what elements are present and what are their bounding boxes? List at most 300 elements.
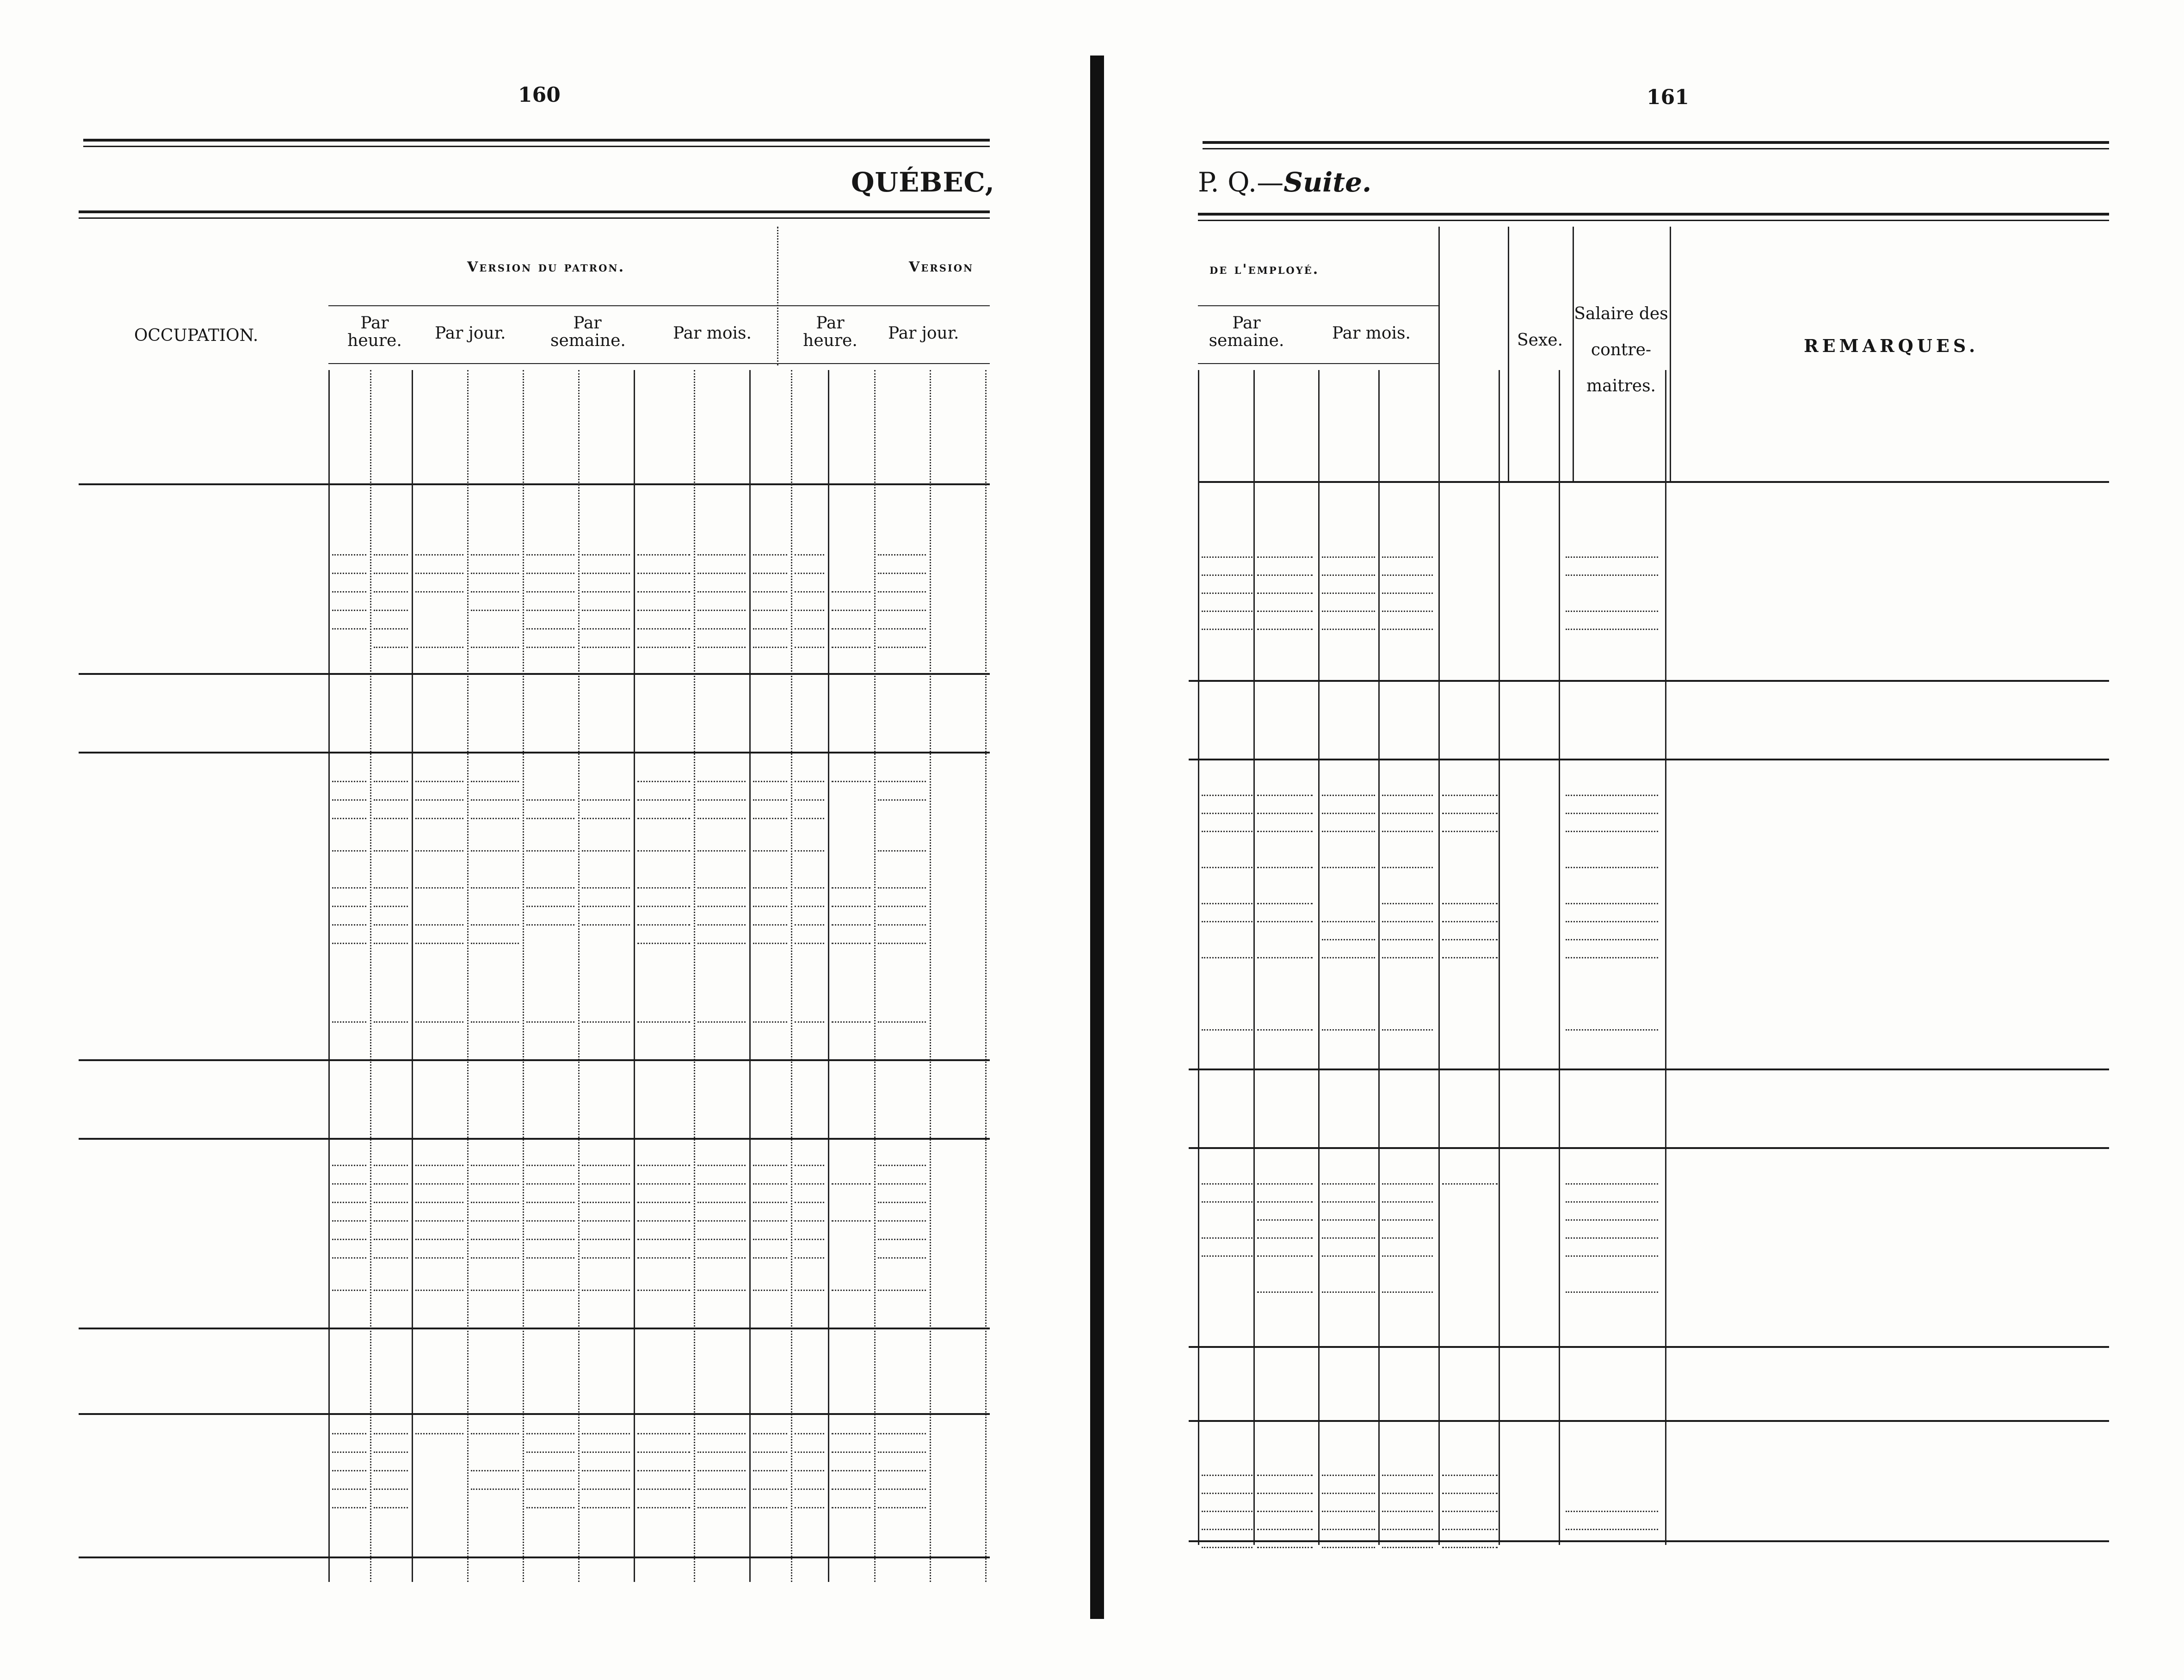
leader-dots — [526, 799, 574, 801]
leader-dots — [637, 610, 690, 611]
leader-dots — [832, 647, 870, 648]
leader-dots — [332, 799, 366, 801]
right-heading-prefix: P. Q.— — [1198, 167, 1284, 198]
leader-dots — [878, 887, 926, 889]
leader-dots — [415, 554, 463, 556]
leader-dots — [832, 1183, 870, 1185]
leader-dots — [795, 1451, 824, 1453]
col-sexe: Sexe. — [1517, 331, 1563, 350]
leader-dots — [374, 1433, 408, 1434]
leader-dots — [582, 1183, 630, 1185]
leader-dots — [1202, 1493, 1252, 1494]
leader-dots — [878, 554, 926, 556]
top-rule-left — [83, 139, 990, 147]
leader-dots — [878, 1507, 926, 1508]
leader-dots — [471, 647, 519, 648]
leader-dots — [753, 1470, 787, 1471]
leader-dots — [795, 1470, 824, 1471]
left-col-line — [523, 370, 524, 1582]
leader-dots — [582, 591, 630, 593]
right-col-line — [1253, 370, 1255, 1545]
leader-dots — [471, 781, 519, 782]
leader-dots — [753, 1220, 787, 1222]
leader-dots — [753, 1290, 787, 1291]
leader-dots — [1202, 1237, 1252, 1239]
leader-dots — [1202, 593, 1252, 594]
leader-dots — [697, 1220, 746, 1222]
leader-dots — [582, 887, 630, 889]
leader-dots — [1382, 1511, 1433, 1512]
leader-dots — [374, 943, 408, 944]
leader-dots — [471, 1239, 519, 1240]
leader-dots — [332, 943, 366, 944]
leader-dots — [1442, 1511, 1498, 1512]
leader-dots — [795, 1183, 824, 1185]
leader-dots — [1257, 611, 1313, 612]
leader-dots — [332, 906, 366, 907]
leader-dots — [795, 943, 824, 944]
left-col-line — [694, 370, 695, 1582]
leader-dots — [582, 1021, 630, 1023]
leader-dots — [637, 1433, 690, 1434]
leader-dots — [526, 628, 574, 630]
left-col-line — [467, 370, 469, 1582]
leader-dots — [526, 1290, 574, 1291]
leader-dots — [526, 647, 574, 648]
leader-dots — [1382, 1475, 1433, 1476]
leader-dots — [637, 850, 690, 852]
leader-dots — [878, 1021, 926, 1023]
leader-dots — [697, 647, 746, 648]
leader-dots — [415, 647, 463, 648]
leader-dots — [415, 1220, 463, 1222]
leader-dots — [526, 1257, 574, 1259]
leader-dots — [582, 1220, 630, 1222]
leader-dots — [697, 1470, 746, 1471]
leader-dots — [1442, 1493, 1498, 1494]
leader-dots — [637, 781, 690, 782]
leader-dots — [637, 1239, 690, 1240]
leader-dots — [471, 818, 519, 819]
leader-dots — [1382, 1529, 1433, 1530]
right-col-line — [1665, 370, 1666, 1545]
leader-dots — [697, 1165, 746, 1166]
leader-dots — [1566, 574, 1658, 576]
col-par-semaine-r: Par semaine. — [1209, 314, 1284, 350]
group-header-patron: Version du patron. — [467, 259, 625, 275]
leader-dots — [1566, 1201, 1658, 1203]
leader-dots — [332, 554, 366, 556]
leader-dots — [1382, 1493, 1433, 1494]
leader-dots — [582, 906, 630, 907]
leader-dots — [637, 906, 690, 907]
leader-dots — [1202, 921, 1252, 922]
left-col-line — [370, 370, 371, 1582]
leader-dots — [374, 1489, 408, 1490]
page-number-right: 161 — [1647, 86, 1689, 109]
leader-dots — [697, 1489, 746, 1490]
leader-dots — [1382, 903, 1433, 904]
leader-dots — [526, 1239, 574, 1240]
leader-dots — [753, 781, 787, 782]
leader-dots — [1257, 1029, 1313, 1031]
leader-dots — [1566, 957, 1658, 958]
leader-dots — [1382, 1237, 1433, 1239]
leader-dots — [374, 1257, 408, 1259]
leader-dots — [1202, 556, 1252, 558]
leader-dots — [637, 554, 690, 556]
leader-dots — [697, 924, 746, 926]
leader-dots — [795, 1257, 824, 1259]
leader-dots — [637, 1451, 690, 1453]
leader-dots — [471, 850, 519, 852]
leader-dots — [1322, 1475, 1375, 1476]
left-col-line — [412, 370, 413, 1582]
leader-dots — [526, 1451, 574, 1453]
leader-dots — [1202, 903, 1252, 904]
leader-dots — [415, 887, 463, 889]
section-end-rule — [1189, 1069, 2109, 1070]
right-salaire-col-line — [1573, 227, 1574, 481]
right-col-line — [1198, 370, 1199, 1545]
leader-dots — [637, 943, 690, 944]
top-rule-right — [1203, 141, 2109, 149]
section-rule — [1189, 759, 2109, 760]
leader-dots — [753, 647, 787, 648]
leader-dots — [582, 1290, 630, 1291]
leader-dots — [415, 799, 463, 801]
leader-dots — [1382, 1291, 1433, 1293]
leader-dots — [1202, 1183, 1252, 1185]
leader-dots — [795, 1290, 824, 1291]
col-par-mois-r: Par mois. — [1332, 324, 1411, 343]
leader-dots — [415, 924, 463, 926]
leader-dots — [697, 1021, 746, 1023]
leader-dots — [832, 591, 870, 593]
leader-dots — [526, 818, 574, 819]
leader-dots — [753, 591, 787, 593]
leader-dots — [1566, 556, 1658, 558]
leader-dots — [878, 573, 926, 574]
leader-dots — [1322, 1237, 1375, 1239]
leader-dots — [753, 799, 787, 801]
leader-dots — [374, 1470, 408, 1471]
leader-dots — [582, 1202, 630, 1203]
leader-dots — [878, 647, 926, 648]
leader-dots — [697, 887, 746, 889]
header-rule-left — [79, 210, 990, 219]
leader-dots — [1322, 1255, 1375, 1257]
leader-dots — [753, 1433, 787, 1434]
leader-dots — [332, 1433, 366, 1434]
right-heading-suite: Suite. — [1283, 167, 1372, 198]
sub-rule-right — [1198, 363, 1438, 364]
leader-dots — [878, 943, 926, 944]
leader-dots — [582, 1451, 630, 1453]
leader-dots — [878, 1470, 926, 1471]
leader-dots — [832, 1220, 870, 1222]
leader-dots — [526, 1489, 574, 1490]
leader-dots — [878, 1239, 926, 1240]
leader-dots — [795, 924, 824, 926]
right-remarques-col-line — [1670, 227, 1671, 481]
leader-dots — [1322, 1529, 1375, 1530]
col-par-heure: Par heure. — [347, 314, 402, 350]
col-par-semaine: Par semaine. — [550, 314, 626, 350]
leader-dots — [1257, 1291, 1313, 1293]
leader-dots — [832, 1290, 870, 1291]
left-col-line — [749, 370, 751, 1582]
leader-dots — [471, 1470, 519, 1471]
leader-dots — [1566, 921, 1658, 922]
leader-dots — [471, 887, 519, 889]
sub-rule-left — [328, 363, 990, 364]
leader-dots — [878, 1202, 926, 1203]
leader-dots — [637, 1257, 690, 1259]
leader-dots — [832, 1021, 870, 1023]
leader-dots — [795, 628, 824, 630]
section-rule — [79, 752, 990, 754]
leader-dots — [1257, 1201, 1313, 1203]
leader-dots — [471, 799, 519, 801]
leader-dots — [374, 1451, 408, 1453]
leader-dots — [637, 887, 690, 889]
leader-dots — [1566, 1219, 1658, 1221]
leader-dots — [1382, 957, 1433, 958]
leader-dots — [471, 1165, 519, 1166]
leader-dots — [374, 647, 408, 648]
leader-dots — [753, 1507, 787, 1508]
leader-dots — [526, 850, 574, 852]
leader-dots — [753, 1489, 787, 1490]
leader-dots — [753, 850, 787, 852]
leader-dots — [1566, 611, 1658, 612]
leader-dots — [374, 1220, 408, 1222]
leader-dots — [1322, 1183, 1375, 1185]
leader-dots — [1322, 1493, 1375, 1494]
leader-dots — [1257, 1255, 1313, 1257]
leader-dots — [753, 887, 787, 889]
leader-dots — [697, 799, 746, 801]
leader-dots — [637, 1507, 690, 1508]
leader-dots — [1382, 939, 1433, 940]
leader-dots — [878, 906, 926, 907]
leader-dots — [878, 628, 926, 630]
leader-dots — [332, 1239, 366, 1240]
leader-dots — [697, 591, 746, 593]
leader-dots — [1442, 795, 1498, 796]
leader-dots — [332, 781, 366, 782]
leader-dots — [415, 573, 463, 574]
leader-dots — [1566, 813, 1658, 814]
leader-dots — [582, 1433, 630, 1434]
leader-dots — [753, 1239, 787, 1240]
leader-dots — [1566, 1291, 1658, 1293]
leader-dots — [1382, 611, 1433, 612]
leader-dots — [637, 818, 690, 819]
leader-dots — [1257, 593, 1313, 594]
leader-dots — [582, 573, 630, 574]
leader-dots — [1566, 1511, 1658, 1512]
leader-dots — [471, 1257, 519, 1259]
leader-dots — [753, 906, 787, 907]
left-heading: QUÉBEC, — [851, 167, 995, 198]
leader-dots — [582, 610, 630, 611]
leader-dots — [832, 1489, 870, 1490]
leader-dots — [1257, 831, 1313, 832]
leader-dots — [1257, 867, 1313, 868]
leader-dots — [526, 591, 574, 593]
leader-dots — [753, 1451, 787, 1453]
left-group-divider — [777, 227, 778, 365]
leader-dots — [1257, 1219, 1313, 1221]
leader-dots — [637, 924, 690, 926]
section-end-rule — [79, 1328, 990, 1329]
leader-dots — [878, 1183, 926, 1185]
leader-dots — [753, 1021, 787, 1023]
leader-dots — [332, 1202, 366, 1203]
leader-dots — [1382, 1255, 1433, 1257]
leader-dots — [332, 887, 366, 889]
leader-dots — [415, 781, 463, 782]
leader-dots — [526, 1165, 574, 1166]
leader-dots — [415, 1290, 463, 1291]
leader-dots — [697, 1239, 746, 1240]
right-col-line — [1438, 370, 1440, 1545]
leader-dots — [526, 1202, 574, 1203]
leader-dots — [1257, 1547, 1313, 1548]
leader-dots — [415, 1202, 463, 1203]
leader-dots — [1382, 813, 1433, 814]
header-rule-right — [1198, 213, 2109, 221]
section-rule — [79, 1413, 990, 1415]
leader-dots — [795, 1489, 824, 1490]
leader-dots — [415, 1021, 463, 1023]
leader-dots — [374, 1507, 408, 1508]
leader-dots — [332, 591, 366, 593]
leader-dots — [878, 1489, 926, 1490]
col-par-mois: Par mois. — [673, 324, 752, 343]
leader-dots — [878, 781, 926, 782]
leader-dots — [1442, 903, 1498, 904]
leader-dots — [832, 628, 870, 630]
leader-dots — [1202, 867, 1252, 868]
col-occupation: OCCUPATION. — [134, 326, 259, 345]
leader-dots — [637, 1290, 690, 1291]
leader-dots — [795, 1202, 824, 1203]
leader-dots — [1382, 831, 1433, 832]
leader-dots — [697, 628, 746, 630]
leader-dots — [526, 906, 574, 907]
leader-dots — [1257, 1493, 1313, 1494]
leader-dots — [1202, 795, 1252, 796]
leader-dots — [332, 610, 366, 611]
leader-dots — [637, 1021, 690, 1023]
leader-dots — [1202, 1255, 1252, 1257]
leader-dots — [1382, 593, 1433, 594]
leader-dots — [582, 1470, 630, 1471]
leader-dots — [471, 1021, 519, 1023]
leader-dots — [471, 924, 519, 926]
leader-dots — [637, 1220, 690, 1222]
leader-dots — [832, 1451, 870, 1453]
leader-dots — [878, 610, 926, 611]
leader-dots — [637, 1489, 690, 1490]
leader-dots — [1202, 1547, 1252, 1548]
leader-dots — [374, 1165, 408, 1166]
leader-dots — [878, 1165, 926, 1166]
leader-dots — [374, 781, 408, 782]
leader-dots — [1382, 1547, 1433, 1548]
leader-dots — [697, 1183, 746, 1185]
leader-dots — [832, 781, 870, 782]
leader-dots — [1257, 795, 1313, 796]
leader-dots — [637, 1183, 690, 1185]
leader-dots — [1322, 1291, 1375, 1293]
leader-dots — [415, 591, 463, 593]
leader-dots — [1202, 1029, 1252, 1031]
leader-dots — [1322, 1547, 1375, 1548]
leader-dots — [374, 887, 408, 889]
leader-dots — [1322, 629, 1375, 630]
leader-dots — [374, 628, 408, 630]
leader-dots — [637, 647, 690, 648]
leader-dots — [471, 554, 519, 556]
leader-dots — [832, 887, 870, 889]
leader-dots — [582, 924, 630, 926]
leader-dots — [795, 818, 824, 819]
right-heures-col-line — [1438, 227, 1440, 481]
leader-dots — [582, 647, 630, 648]
leader-dots — [878, 1433, 926, 1434]
leader-dots — [753, 628, 787, 630]
leader-dots — [582, 628, 630, 630]
section-rule — [1189, 1420, 2109, 1422]
leader-dots — [332, 1507, 366, 1508]
leader-dots — [637, 628, 690, 630]
leader-dots — [1566, 1183, 1658, 1185]
leader-dots — [1322, 1029, 1375, 1031]
leader-dots — [637, 591, 690, 593]
leader-dots — [878, 1220, 926, 1222]
leader-dots — [1442, 939, 1498, 940]
leader-dots — [526, 1021, 574, 1023]
leader-dots — [1382, 1201, 1433, 1203]
leader-dots — [1322, 813, 1375, 814]
leader-dots — [1382, 1183, 1433, 1185]
leader-dots — [1442, 1183, 1498, 1185]
leader-dots — [753, 924, 787, 926]
leader-dots — [697, 573, 746, 574]
leader-dots — [832, 1433, 870, 1434]
leader-dots — [415, 1257, 463, 1259]
leader-dots — [878, 924, 926, 926]
leader-dots — [374, 1290, 408, 1291]
leader-dots — [526, 1220, 574, 1222]
leader-dots — [1566, 1529, 1658, 1530]
leader-dots — [415, 1433, 463, 1434]
leader-dots — [1382, 1029, 1433, 1031]
leader-dots — [471, 591, 519, 593]
leader-dots — [1202, 957, 1252, 958]
right-col-line — [1499, 370, 1500, 1545]
leader-dots — [697, 610, 746, 611]
leader-dots — [415, 943, 463, 944]
leader-dots — [753, 943, 787, 944]
leader-dots — [795, 799, 824, 801]
left-col-line — [874, 370, 876, 1582]
left-col-line — [930, 370, 931, 1582]
